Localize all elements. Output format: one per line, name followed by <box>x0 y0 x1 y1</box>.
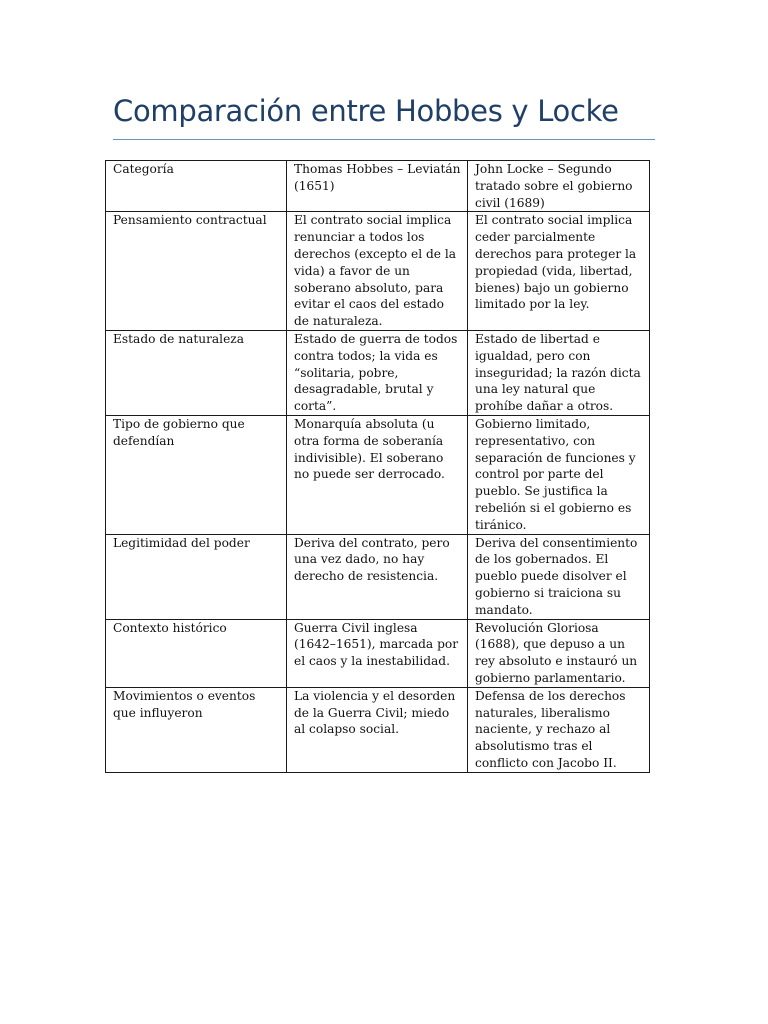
hobbes-cell: Monarquía absoluta (u otra forma de soberanía indivisible). El soberano no puede ser derrocado. <box>287 415 468 534</box>
table-row <box>106 619 650 687</box>
table-row <box>106 330 650 415</box>
locke-cell: El contrato social implica ceder parcialmente derechos para proteger la propiedad (vida, libertad, bienes) bajo un gobierno limitado por la ley. <box>468 212 650 331</box>
hobbes-cell: Estado de guerra de todos contra todos; la vida es “solitaria, pobre, desagradable, brutal y corta”. <box>287 330 468 415</box>
table-header-row <box>106 161 650 212</box>
table-row <box>106 212 650 331</box>
document-title: Comparación entre Hobbes y Locke <box>113 94 619 128</box>
hobbes-cell: La violencia y el desorden de la Guerra Civil; miedo al colapso social. <box>287 687 468 772</box>
locke-cell: Gobierno limitado, representativo, con separación de funciones y control por parte del pueblo. Se justifica la rebelión si el gobierno es tiránico. <box>468 415 650 534</box>
category-cell: Legitimidad del poder <box>106 534 287 619</box>
hobbes-cell: Deriva del contrato, pero una vez dado, no hay derecho de resistencia. <box>287 534 468 619</box>
hobbes-cell: El contrato social implica renunciar a todos los derechos (excepto el de la vida) a favor de un soberano absoluto, para evitar el caos del estado de naturaleza. <box>287 212 468 331</box>
locke-cell: Estado de libertad e igualdad, pero con inseguridad; la razón dicta una ley natural que prohíbe dañar a otros. <box>468 330 650 415</box>
locke-cell: Deriva del consentimiento de los gobernados. El pueblo puede disolver el gobierno si traiciona su mandato. <box>468 534 650 619</box>
category-cell: Estado de naturaleza <box>106 330 287 415</box>
category-cell: Movimientos o eventos que influyeron <box>106 687 287 772</box>
header-hobbes: Thomas Hobbes – Leviatán (1651) <box>287 161 468 212</box>
header-locke: John Locke – Segundo tratado sobre el gobierno civil (1689) <box>468 161 650 212</box>
table-row <box>106 687 650 772</box>
title-underline <box>113 139 655 140</box>
category-cell: Contexto histórico <box>106 619 287 687</box>
category-cell: Tipo de gobierno que defendían <box>106 415 287 534</box>
header-category: Categoría <box>106 161 287 212</box>
table-row <box>106 534 650 619</box>
category-cell: Pensamiento contractual <box>106 212 287 331</box>
locke-cell: Revolución Gloriosa (1688), que depuso a un rey absoluto e instauró un gobierno parlamentario. <box>468 619 650 687</box>
comparison-table <box>105 160 650 773</box>
hobbes-cell: Guerra Civil inglesa (1642–1651), marcada por el caos y la inestabilidad. <box>287 619 468 687</box>
table-row <box>106 415 650 534</box>
locke-cell: Defensa de los derechos naturales, liberalismo naciente, y rechazo al absolutismo tras el conflicto con Jacobo II. <box>468 687 650 772</box>
